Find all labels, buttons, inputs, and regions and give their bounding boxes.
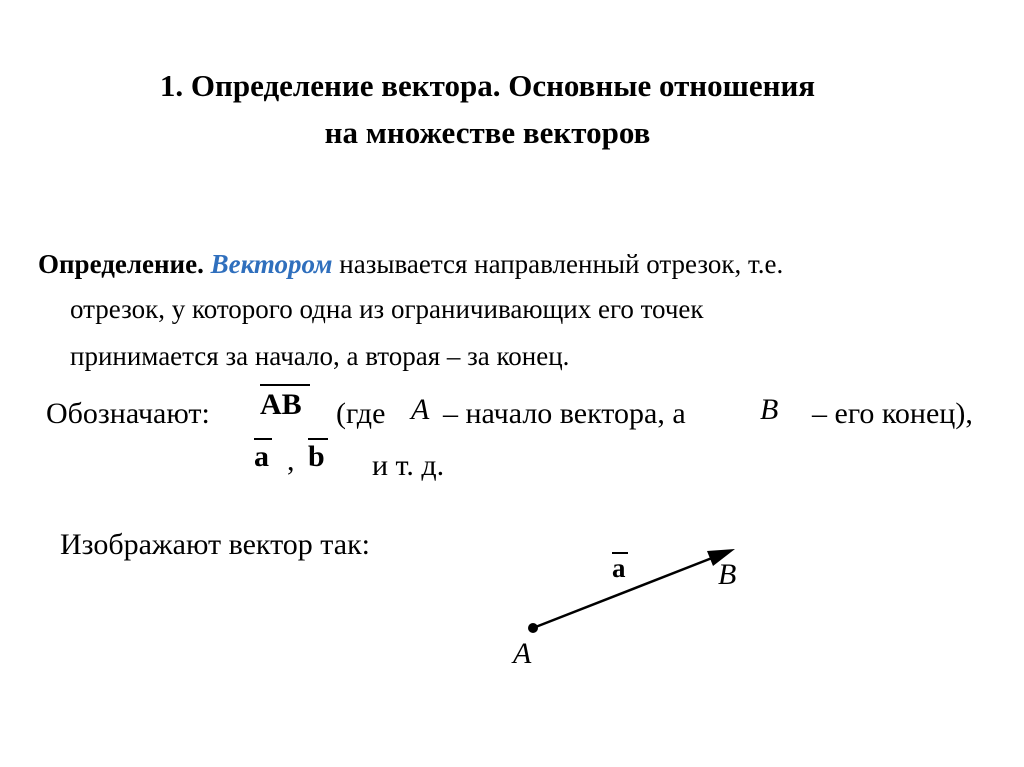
notation-prefix: Обозначают:	[46, 397, 210, 430]
definition-line-3: принимается за начало, а вторая – за конец.	[70, 341, 570, 371]
definition-label: Определение.	[38, 249, 204, 279]
notation-open-text: (где	[336, 397, 386, 430]
title-line-2: на множестве векторов	[324, 115, 651, 150]
notation-etc: и т. д.	[372, 449, 445, 482]
vector-a-symbol: a	[254, 440, 269, 473]
drawing-end-label: B	[718, 558, 737, 591]
point-a-symbol: A	[411, 393, 430, 426]
point-b-symbol: B	[760, 393, 779, 426]
title-line-1: 1. Определение вектора. Основные отношения	[159, 68, 816, 103]
definition-term: Вектором	[210, 249, 333, 279]
notation-comma: ,	[287, 444, 295, 477]
vector-b-symbol: b	[308, 440, 325, 473]
drawing-vector-label: a	[612, 553, 626, 583]
drawing-caption: Изображают вектор так:	[60, 528, 370, 561]
drawing-start-label: A	[513, 637, 532, 670]
vector-start-point	[528, 623, 538, 633]
vector-ab-symbol: AB	[260, 388, 302, 421]
definition-line-1-rest: называется направленный отрезок, т.е.	[332, 249, 784, 279]
notation-end-text: – его конец),	[812, 397, 973, 430]
definition-line-2: отрезок, у которого одна из ограничивающих его точек	[70, 294, 704, 324]
notation-start-text: – начало вектора, а	[443, 397, 686, 430]
